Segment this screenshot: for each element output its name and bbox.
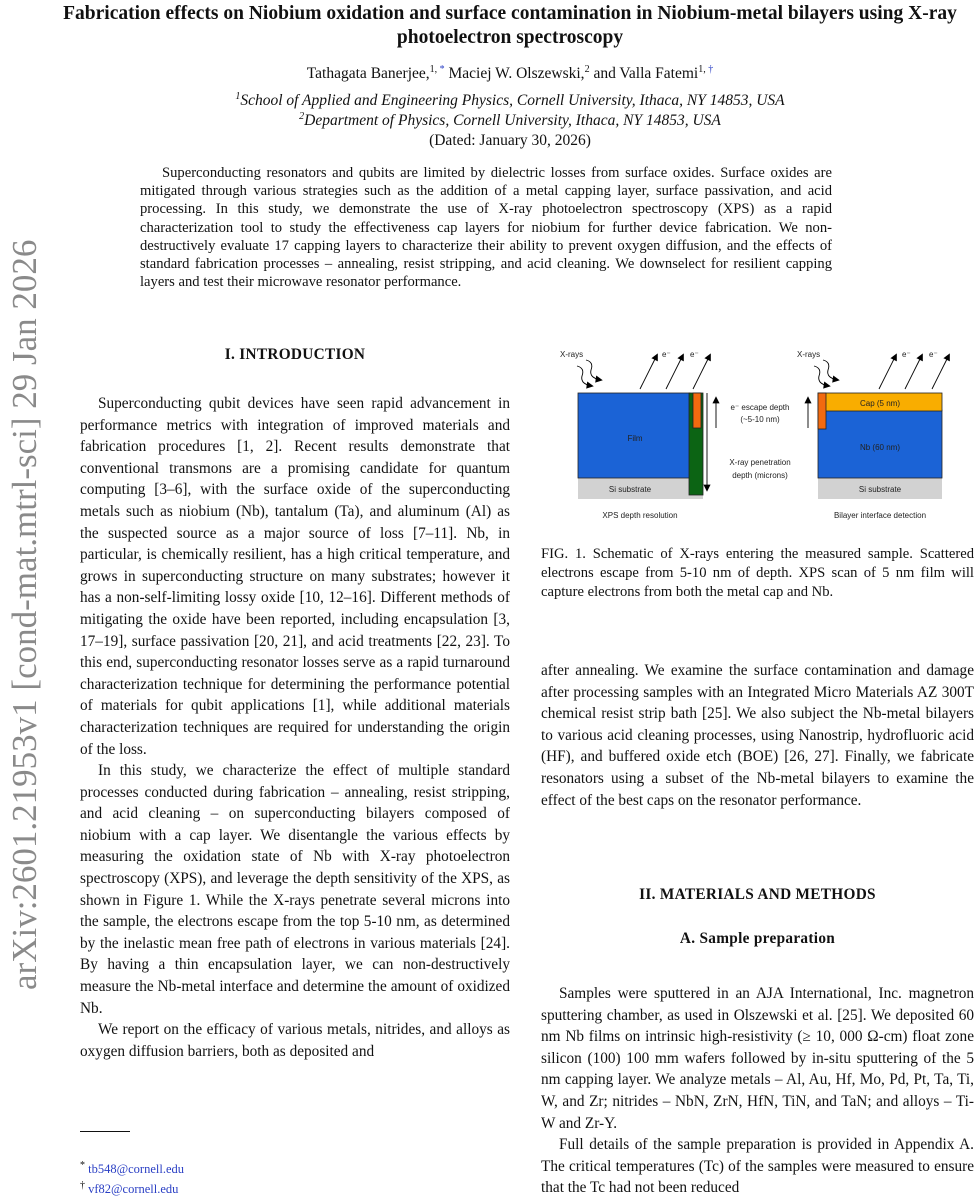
affiliation: $^2$Department of Physics, Cornell University, Ithaca, NY 14853, USA (299, 111, 721, 130)
svg-text:e⁻: e⁻ (929, 350, 938, 359)
substrate-label: Si substrate (608, 485, 652, 494)
email-link[interactable]: vf82@cornell.edu (88, 1182, 179, 1197)
electron-arrow-icon (905, 355, 922, 389)
electron-arrow-icon (879, 355, 896, 389)
xray-arrow-icon (814, 366, 829, 386)
subsection-heading-sample-preparation: A. Sample preparation (679, 930, 836, 947)
electron-arrow-icon (666, 355, 683, 389)
svg-text:Si substrate: Si substrate (858, 485, 902, 494)
escape-bar (693, 393, 701, 428)
electron-arrow-icon (640, 355, 657, 389)
svg-text:e⁻: e⁻ (902, 350, 911, 359)
section-heading-introduction: I. INTRODUCTION (224, 346, 366, 363)
xray-arrow-icon (586, 360, 601, 380)
bilayer-panel (797, 350, 949, 520)
email-link[interactable]: tb548@cornell.edu (88, 1162, 184, 1177)
paragraph: We report on the efficacy of various metals, nitrides, and alloys as oxygen diffusion barriers, both as deposited and (80, 1021, 510, 1060)
paragraph: In this study, we characterize the effect of multiple standard processes conducted during fabrication – annealing, resist stripping, and acid cleaning – on superconducting bilayers composed of niobium with a cap layer. We disentangle the various effects by measuring the oxidation state of Nb with X-ray photoelectron spectroscopy (XPS), and leverage the depth sensitivity of the XPS, as shown in Figure 1. While the X-rays penetrate several microns into the sample, the electrons escape from the top 5-10 nm, as determined by the inelastic mean free path of electrons in various materials [24]. By having a thin encapsulation layer, we can non-destructively measure the Nb-metal interface and determine the amount of oxidized Nb. (80, 762, 510, 1017)
figure-1-schematic (550, 340, 974, 530)
svg-text:Cap (5 nm): Cap (5 nm) (859, 399, 901, 408)
paragraph: after annealing. We examine the surface contamination and damage after processing samples with an Integrated Micro Materials AZ 300T chemical resist strip bath [25]. We also subject the Nb-metal bilayers to various acid cleaning processes, using Nanostrip, hydrofluoric acid (HF), and buffered oxide etch (BOE) [26, 27]. Finally, we fabricate resonators using a subset of the Nb-metal bilayers to examine the effect of the best caps on the resonator performance. (541, 662, 974, 809)
svg-text:e⁻ escape depth: e⁻ escape depth (730, 403, 790, 412)
panel-label: Bilayer interface detection (833, 511, 927, 520)
arxiv-stamp: arXiv:2601.21953v1 [cond-mat.mtrl-sci] 29 Jan 2026 (5, 239, 44, 990)
film-label: Film (627, 434, 643, 443)
xrays-label: X-rays (560, 350, 584, 359)
author: Maciej W. Olszewski,$^2$ (448, 64, 590, 83)
affiliation: $^1$School of Applied and Engineering Physics, Cornell University, Ithaca, NY 14853, USA (235, 91, 785, 110)
electron-label: e⁻ (662, 350, 671, 359)
footnote: † vf82@cornell.edu (80, 1180, 179, 1197)
paragraph: Full details of the sample preparation is provided in Appendix A. The critical temperatures (Tc) of the samples were measured to ensure that the Tc had not been reduced (541, 1136, 974, 1197)
footnote-link[interactable]: † (708, 64, 714, 75)
abstract: Superconducting resonators and qubits are limited by dielectric losses from surface oxides. Surface oxides are mitigated through various strategies such as the addition of a metal capping layer, surface passivation, and acid processing. In this study, we demonstrate the use of X-ray photoelectron spectroscopy (XPS) as a rapid characterization tool to study the effectiveness cap layers for niobium for further device fabrication. We non-destructively evaluate 17 capping layers to characterize their ability to prevent oxygen diffusion, and the effects of standard fabrication processes – annealing, resist stripping, and acid cleaning. We downselect for resilient capping layers and test their microwave resonator performance. (140, 165, 832, 291)
paragraph: Samples were sputtered in an AJA International, Inc. magnetron sputtering chamber, as used in Olszewski et al. [25]. We deposited 60 nm Nb films on intrinsic high-resistivity (≥ 10, 000 Ω-cm) float zone silicon (100) 100 mm wafers followed by in-situ sputtering of the 5 nm capping layer. We analyze metals – Al, Au, Hf, Mo, Pd, Pt, Ta, Ti, W, and Zr; nitrides – NbN, ZrN, HfN, TiN, and TaN; and alloys – Ti-W and Zr-Y. (541, 985, 974, 1132)
electron-label: e⁻ (690, 350, 699, 359)
date-line: (Dated: January 30, 2026) (429, 132, 591, 149)
introduction-continued (541, 660, 974, 811)
author: Tathagata Banerjee,$^{1,}$ * (306, 64, 445, 83)
author-list (60, 64, 960, 83)
introduction-text (80, 393, 510, 1062)
electron-arrow-icon (932, 355, 949, 389)
footnote-divider (80, 1131, 130, 1132)
escape-bar (818, 393, 826, 429)
paper-title: Fabrication effects on Niobium oxidation and surface contamination in Niobium-metal bilayers using X-ray photoelectron spectroscopy (63, 3, 957, 48)
xps-depth-panel (560, 350, 791, 520)
svg-text:(~5-10 nm): (~5-10 nm) (740, 415, 780, 424)
author: and Valla Fatemi$^{1,}$ † (593, 64, 714, 83)
paragraph: Superconducting qubit devices have seen rapid advancement in performance metrics with integration of improved materials and fabrication procedures [1, 2]. Recent results demonstrate that conventional transmons are a promising candidate for quantum computing [3–6], with the surface oxide of the superconducting metals such as niobium (Nb), tantalum (Ta), and aluminum (Al) as the suspected source as a major source of loss [7–11]. Nb, in particular, is chemically resilient, has a high critical temperature, and grows in superconducting structure on many substrates; however it has a non-self-limiting lossy oxide [10, 12–16]. Different methods of mitigating the oxide have been reported, including encapsulation [3, 17–19], surface passivation [20, 21], and acid treatments [22, 23]. To this end, superconducting resonator losses serve as a rapid turnaround characterization technique for determining the performance potential of materials for qubit applications [1], while additional materials characterization techniques are required for understanding the origin of the loss. (80, 395, 510, 758)
xray-arrow-icon (577, 366, 592, 386)
footnote-link[interactable]: * (439, 64, 445, 75)
svg-text:X-rays: X-rays (797, 350, 821, 359)
footnote: * tb548@cornell.edu (80, 1160, 184, 1177)
electron-arrow-icon (693, 355, 710, 389)
figure-caption: FIG. 1. Schematic of X-rays entering the measured sample. Scattered electrons escape from 5-10 nm of depth. XPS scan of 5 nm film will capture electrons from both the metal cap and Nb. (541, 546, 974, 600)
svg-text:Nb (60 nm): Nb (60 nm) (859, 443, 901, 452)
svg-text:X-ray penetration: X-ray penetration (729, 458, 791, 467)
panel-label: XPS depth resolution (602, 511, 678, 520)
svg-text:depth (microns): depth (microns) (732, 471, 788, 480)
xray-arrow-icon (823, 360, 838, 380)
section-heading-methods: II. MATERIALS AND METHODS (639, 886, 876, 903)
methods-text (541, 983, 974, 1199)
